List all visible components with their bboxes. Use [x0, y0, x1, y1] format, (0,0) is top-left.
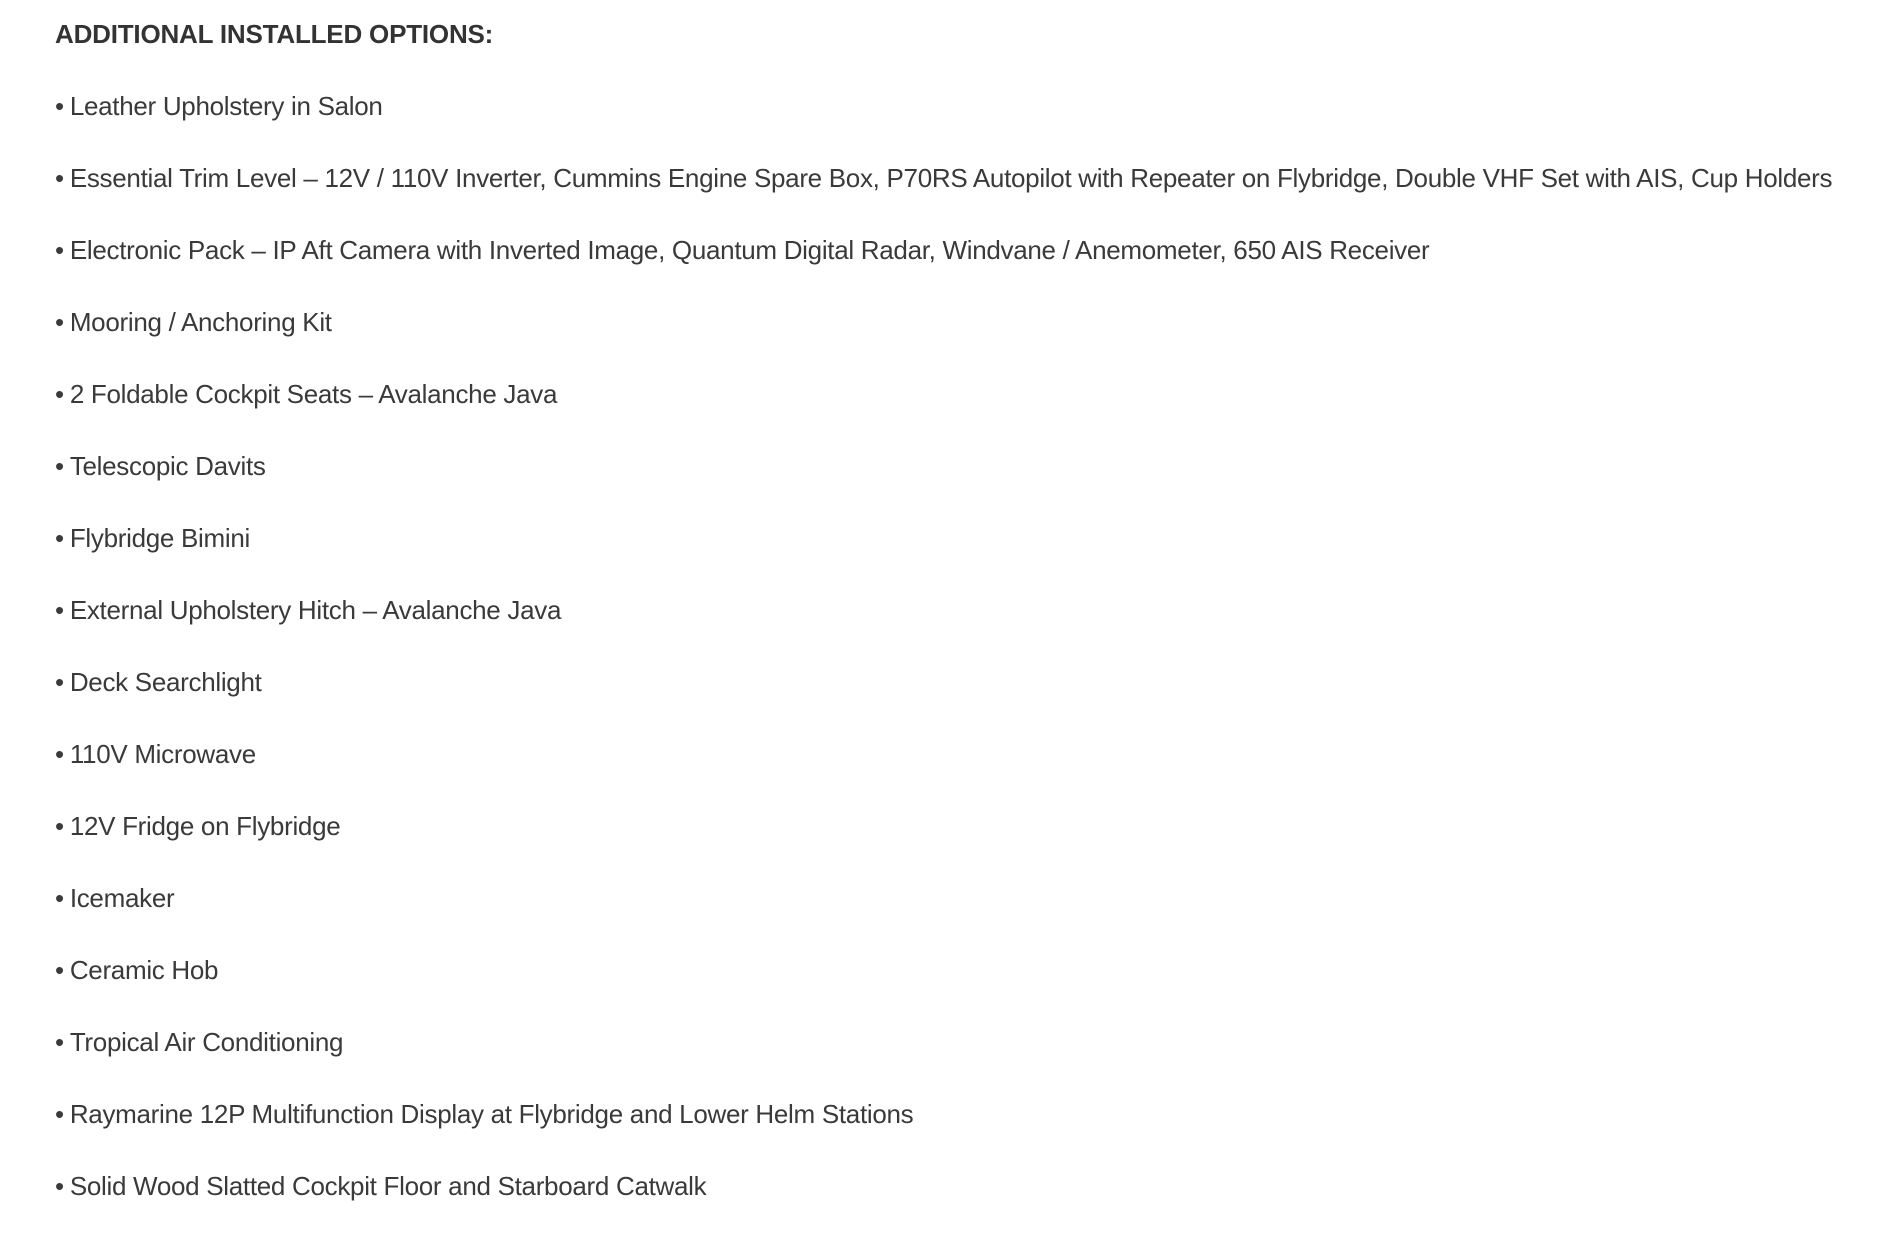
- option-text: Leather Upholstery in Salon: [69, 91, 383, 121]
- bullet: •: [55, 307, 64, 337]
- list-item: [55, 806, 1875, 846]
- bullet: •: [55, 451, 64, 481]
- bullet: •: [55, 379, 64, 409]
- option-text: Electronic Pack – IP Aft Camera with Inverted Image, Quantum Digital Radar, Windvane / Anemometer, 650 AIS Receiver: [69, 235, 1430, 265]
- bullet: •: [55, 667, 64, 697]
- option-text: Tropical Air Conditioning: [69, 1027, 344, 1057]
- option-text: Icemaker: [69, 883, 175, 913]
- bullet: •: [55, 163, 64, 193]
- list-item: [55, 734, 1875, 774]
- list-item: [55, 302, 1875, 342]
- bullet: •: [55, 91, 64, 121]
- option-text: Telescopic Davits: [69, 451, 266, 481]
- option-text: 2 Foldable Cockpit Seats – Avalanche Java: [69, 379, 558, 409]
- list-item: [55, 1022, 1875, 1062]
- bullet: •: [55, 1099, 64, 1129]
- option-text: Deck Searchlight: [69, 667, 262, 697]
- option-text: Ceramic Hob: [69, 955, 219, 985]
- bullet: •: [55, 1171, 64, 1201]
- list-item: [55, 662, 1875, 702]
- bullet: •: [55, 739, 64, 769]
- options-list: [55, 86, 1875, 1206]
- list-item: [55, 86, 1875, 126]
- list-item: [55, 158, 1875, 198]
- list-item: [55, 374, 1875, 414]
- option-text: Mooring / Anchoring Kit: [69, 307, 332, 337]
- bullet: •: [55, 883, 64, 913]
- option-text: Raymarine 12P Multifunction Display at Flybridge and Lower Helm Stations: [69, 1099, 914, 1129]
- option-text: 110V Microwave: [69, 739, 256, 769]
- option-text: External Upholstery Hitch – Avalanche Java: [69, 595, 562, 625]
- list-item: [55, 1166, 1875, 1206]
- list-item: [55, 590, 1875, 630]
- option-text: Flybridge Bimini: [69, 523, 250, 553]
- list-item: [55, 950, 1875, 990]
- bullet: •: [55, 955, 64, 985]
- options-section: [55, 14, 1875, 1238]
- bullet: •: [55, 595, 64, 625]
- section-heading: ADDITIONAL INSTALLED OPTIONS:: [55, 19, 494, 49]
- list-item: [55, 230, 1875, 270]
- bullet: •: [55, 523, 64, 553]
- list-item: [55, 1094, 1875, 1134]
- bullet: •: [55, 811, 64, 841]
- option-text: Solid Wood Slatted Cockpit Floor and Starboard Catwalk: [69, 1171, 707, 1201]
- option-text: Essential Trim Level – 12V / 110V Inverter, Cummins Engine Spare Box, P70RS Autopilot with Repeater on Flybridge, Double VHF Set with AIS, Cup Holders: [69, 163, 1833, 193]
- bullet: •: [55, 235, 64, 265]
- bullet: •: [55, 1027, 64, 1057]
- option-text: 12V Fridge on Flybridge: [69, 811, 341, 841]
- list-item: [55, 446, 1875, 486]
- list-item: [55, 518, 1875, 558]
- list-item: [55, 878, 1875, 918]
